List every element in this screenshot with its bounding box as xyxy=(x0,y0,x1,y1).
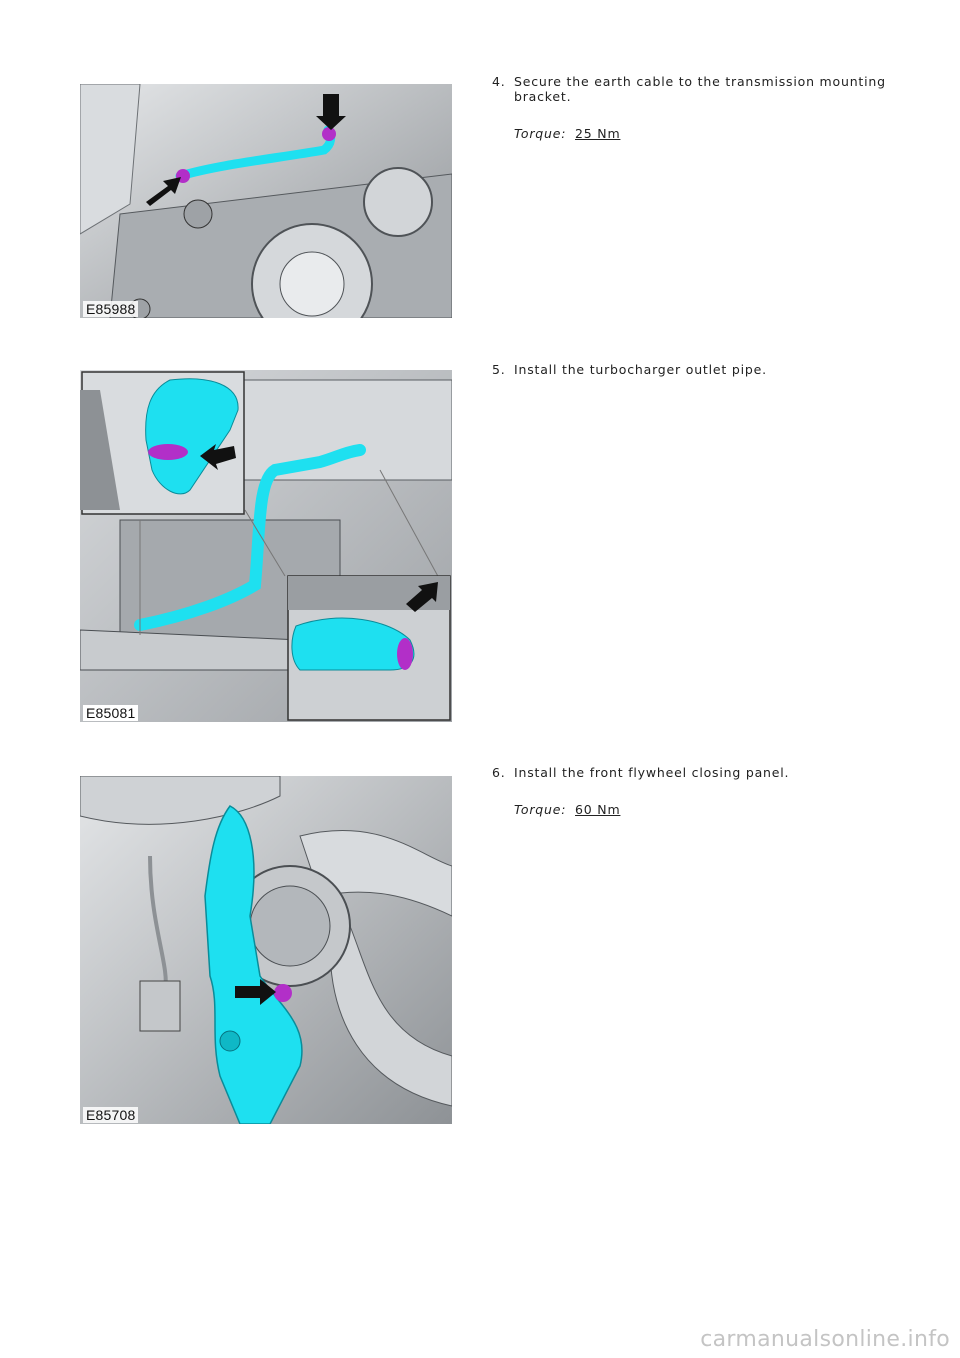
step-number: 4. xyxy=(492,74,506,89)
figure-earth-cable xyxy=(80,84,452,318)
figure-id: E85988 xyxy=(83,301,138,317)
step-6 xyxy=(492,765,892,780)
torque-value-link[interactable]: 60 Nm xyxy=(575,802,621,817)
step-number: 6. xyxy=(492,765,506,780)
flywheel-panel-illustration xyxy=(80,776,452,1124)
turbo-pipe-illustration xyxy=(80,370,452,722)
step-text: Secure the earth cable to the transmission mounting bracket. xyxy=(514,74,886,104)
figure-id: E85081 xyxy=(83,705,138,721)
figure-turbo-outlet-pipe xyxy=(80,370,452,722)
torque-label: Torque: xyxy=(514,126,567,141)
earth-cable-illustration xyxy=(80,84,452,318)
torque-spec xyxy=(514,126,620,141)
step-text: Install the turbocharger outlet pipe. xyxy=(514,362,767,377)
step-number: 5. xyxy=(492,362,506,377)
torque-spec xyxy=(514,802,620,817)
watermark: carmanualsonline.info xyxy=(700,1327,950,1352)
step-text: Install the front flywheel closing panel. xyxy=(514,765,790,780)
step-4 xyxy=(492,74,892,104)
figure-flywheel-closing-panel xyxy=(80,776,452,1124)
torque-label: Torque: xyxy=(514,802,567,817)
figure-id: E85708 xyxy=(83,1107,138,1123)
torque-value-link[interactable]: 25 Nm xyxy=(575,126,621,141)
step-5 xyxy=(492,362,892,377)
